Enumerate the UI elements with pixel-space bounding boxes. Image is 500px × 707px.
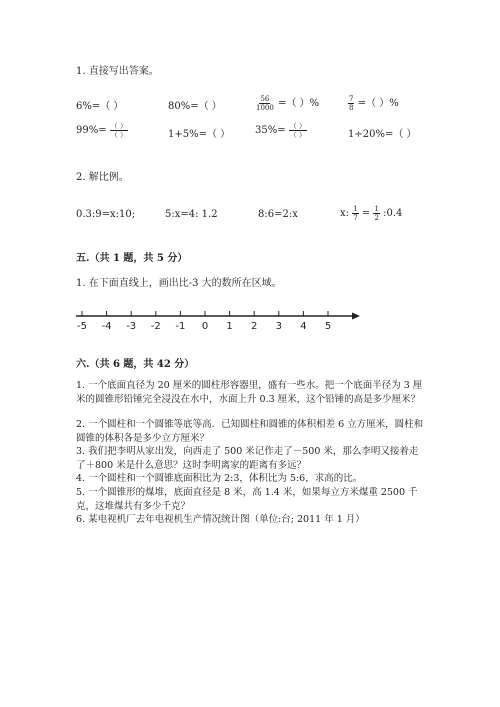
calc-35-percent [255,122,307,139]
calc-80-percent: 80%=（ ） [168,101,222,112]
proportion-a: 0.3:9=x:10; [76,209,136,220]
section6-title: 六.（共 6 题，共 42 分） [76,359,195,370]
denominator: 1000 [256,104,274,112]
question-1: 1. 一个底面直径为 20 厘米的圆柱形容器里，盛有一些水。把一个底面半径为 3 厘米的圆锥形铅锤完全浸没在水中，水面上升 0.3 厘米，这个铅锤的高是多少厘米？ [76,380,423,405]
arrow-right-icon [352,313,360,320]
fraction-1-7 [352,205,358,222]
proportion-b: 5:x=4: 1.2 [165,209,218,220]
tail: :0.4 [383,208,403,219]
proportion-d [340,205,402,222]
number-line-tick-label: -5 [77,321,87,332]
calc-6-percent: 6%=（ ） [76,101,124,112]
calc-fraction-56-1000 [255,94,319,112]
question-3: 3. 我们把李明从家出发，向西走了 500 米记作走了－500 米，那么李明又接着走了＋800 米是什么意思？这时李明离家的距离有多远？ [76,446,419,471]
denominator: （ ） [289,131,307,139]
fraction-tail: =（ ）% [278,98,320,109]
calc-1-plus-5-percent: 1+5%=（ ） [168,129,231,140]
denominator: 7 [353,214,358,222]
proportion-c: 8:6=2:x [258,209,298,220]
denominator: （ ） [110,131,128,139]
question-2: 2. 一个圆柱和一个圆锥等底等高．已知圆柱和圆锥的体积相差 6 立方厘米，圆柱和圆锥的体积各是多少立方厘米？ [76,419,424,444]
denominator: 2 [374,214,379,222]
fraction-1-2 [373,205,379,222]
number-line-tick-label: 4 [300,321,307,332]
calc-fraction-7-8 [348,94,399,112]
numerator: 56 [260,95,270,103]
number-line-tick-label: -3 [126,321,137,332]
numerator: 1 [374,205,379,213]
fraction [348,95,354,112]
numerator: （ ） [289,122,307,130]
fraction-blank [289,122,307,139]
number-line-tick-label: 1 [226,321,233,332]
numerator: 1 [353,205,358,213]
question-6: 6. 某电视机厂去年电视机生产情况统计图（单位:台; 2011 年 1 月） [76,514,365,525]
fraction-tail: =（ ）% [357,98,399,109]
number-line-tick-label: -1 [175,321,186,332]
section1-heading: 1. 直接写出答案。 [76,66,159,77]
section2-heading: 2. 解比例。 [76,172,129,183]
numerator: 7 [349,95,354,103]
prefix: 99%= [76,125,107,136]
number-line-tick-label: 2 [251,321,258,332]
denominator: 8 [349,104,354,112]
number-line-tick-label: 0 [201,321,209,332]
number-line-tick-label: -4 [101,321,112,332]
fraction [255,95,275,112]
fraction-blank [110,122,128,139]
question-5: 5. 一个圆锥形的煤堆，底面直径是 8 米，高 1.4 米，如果每立方米煤重 2500 千克，这堆煤共有多少千克？ [76,487,418,512]
calc-1-div-20-percent: 1÷20%=（ ） [348,129,417,140]
number-line-tick-label: -2 [150,321,161,332]
section5-question: 1. 在下面直线上，画出比-3 大的数所在区域。 [76,278,282,289]
prefix: x: [340,208,350,219]
prefix: 35%= [255,125,286,136]
calc-99-percent [76,122,128,139]
number-line-tick-label: 3 [275,321,282,332]
number-line-tick-label: 5 [324,321,332,332]
number-line [70,306,370,346]
section5-title: 五.（共 1 题，共 5 分） [76,253,188,264]
numerator: （ ） [110,122,128,130]
equals: = [361,208,371,219]
question-4: 4. 一个圆柱和一个圆锥底面积比为 2:3，体积比为 5:6，求高的比。 [76,473,363,484]
